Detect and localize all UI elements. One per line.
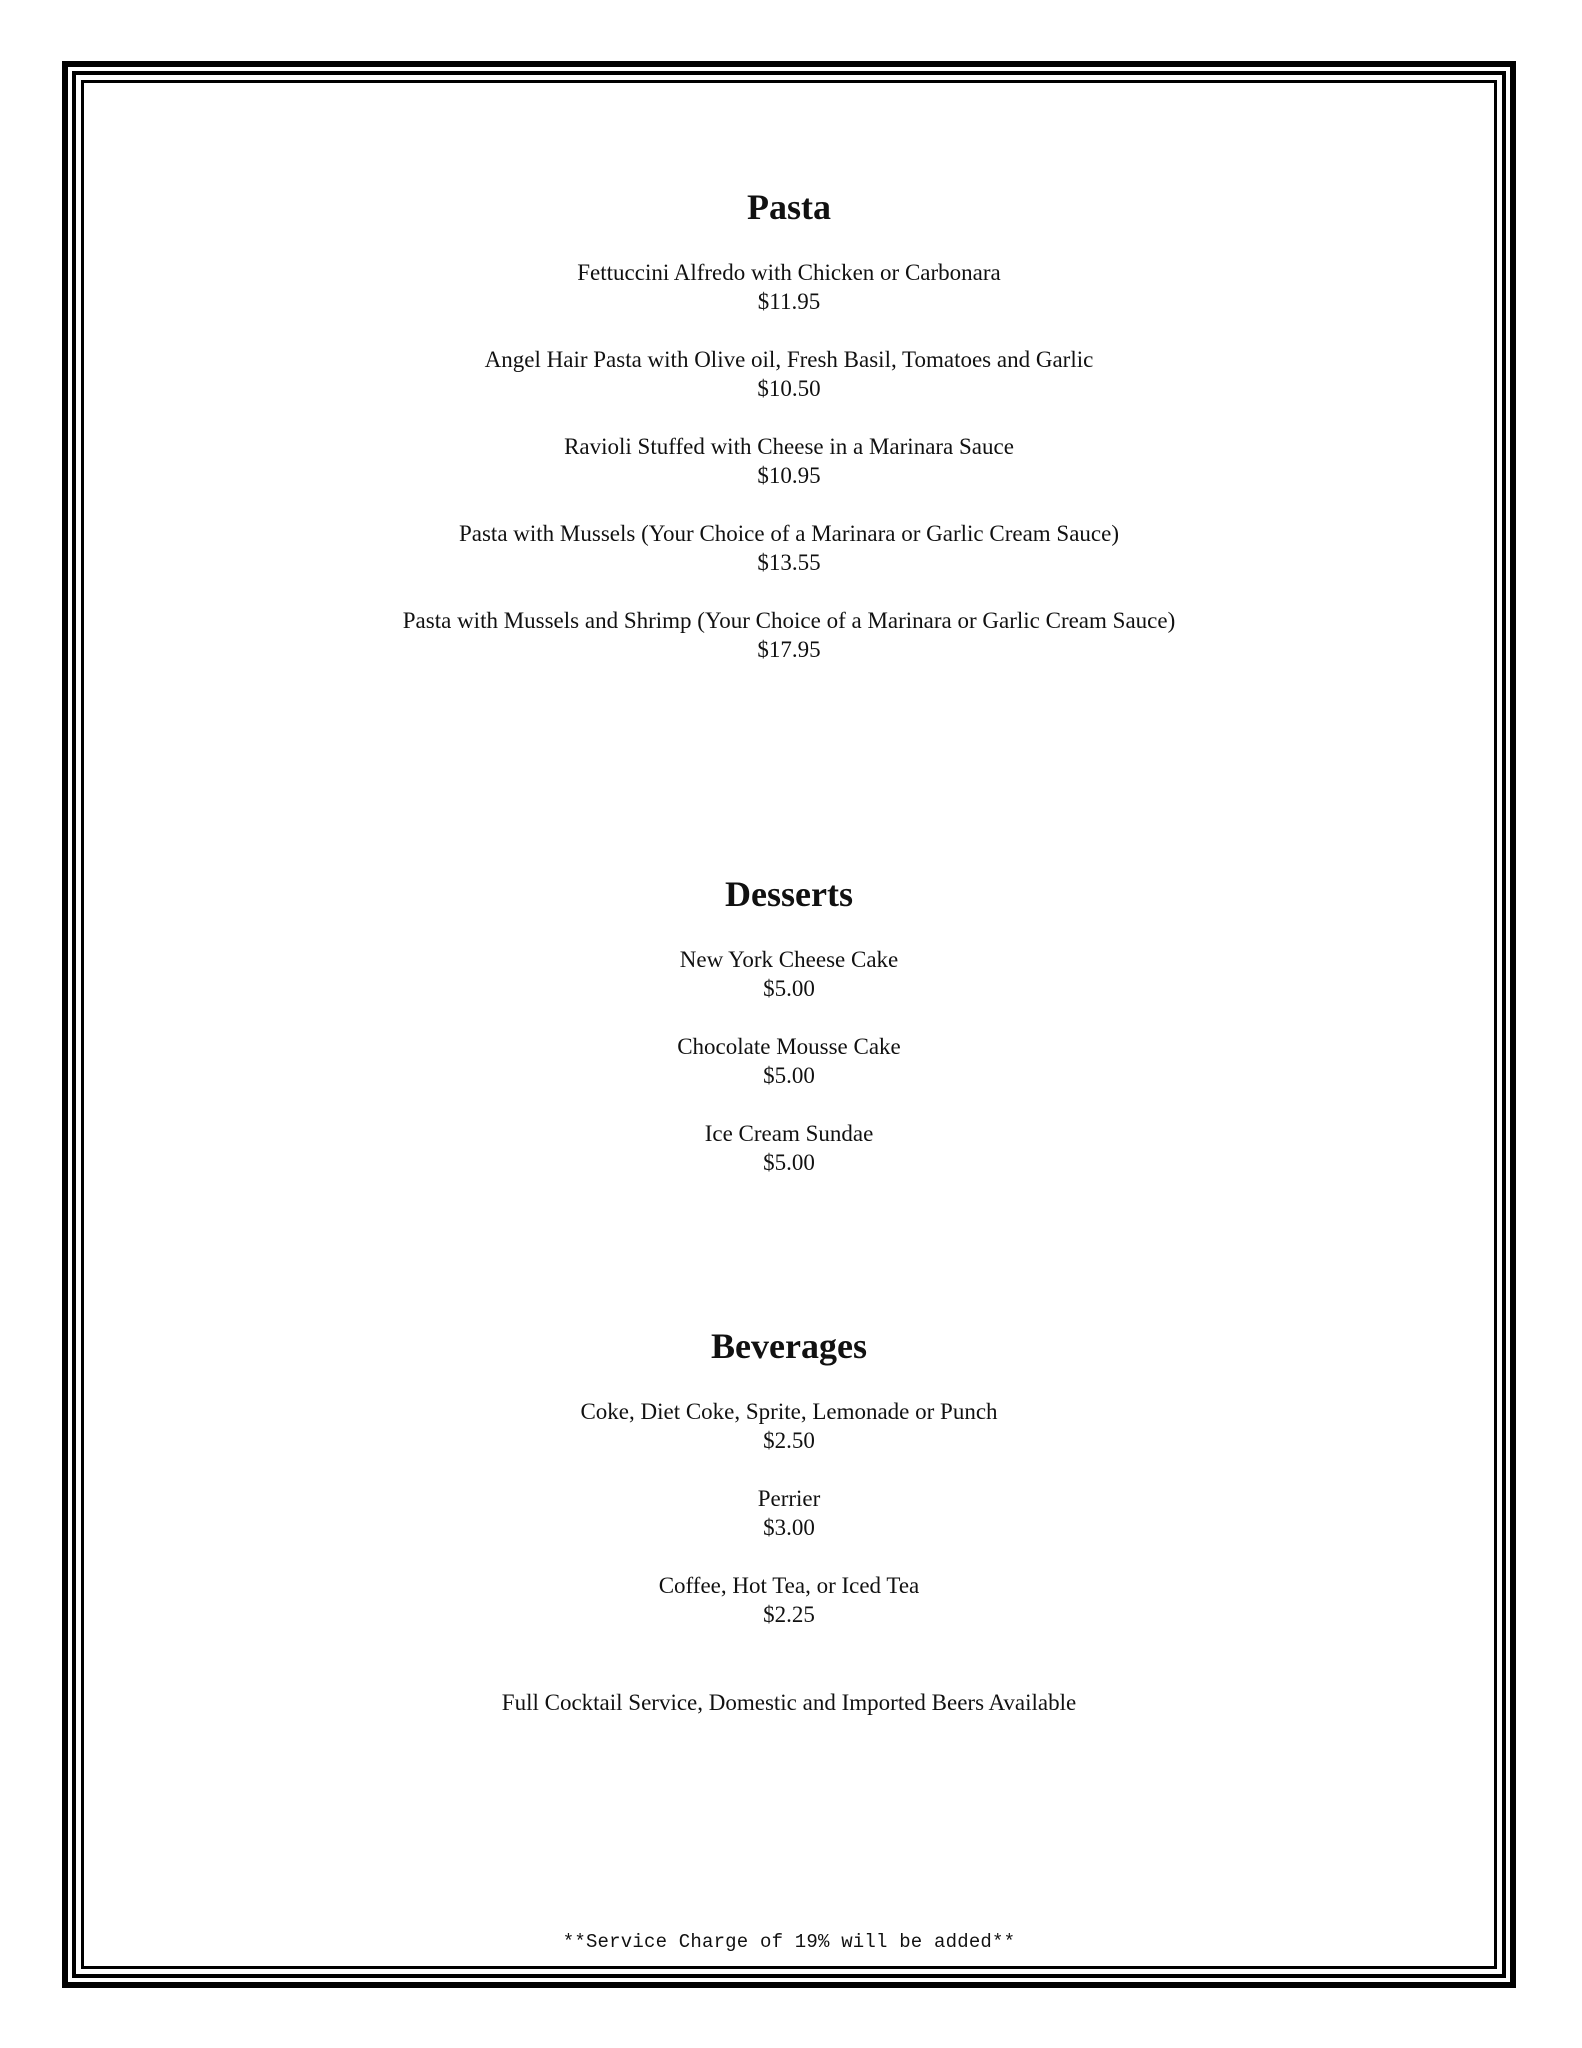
item-price: $2.50 xyxy=(763,1428,815,1453)
menu-item xyxy=(90,1571,1488,1629)
item-price: $13.55 xyxy=(757,550,821,575)
desserts-items xyxy=(90,945,1488,1177)
menu-item xyxy=(90,1397,1488,1455)
menu-item xyxy=(90,345,1488,403)
service-charge-note: **Service Charge of 19% will be added** xyxy=(562,1931,1016,1953)
item-name: Angel Hair Pasta with Olive oil, Fresh Basil, Tomatoes and Garlic xyxy=(484,347,1094,372)
menu-item xyxy=(90,1032,1488,1090)
item-name: Pasta with Mussels (Your Choice of a Marinara or Garlic Cream Sauce) xyxy=(458,521,1120,546)
desserts-section xyxy=(90,873,1488,1206)
item-name: Pasta with Mussels and Shrimp (Your Choice of a Marinara or Garlic Cream Sauce) xyxy=(402,608,1176,633)
cocktail-note: Full Cocktail Service, Domestic and Imported Beers Available xyxy=(501,1690,1077,1715)
menu-item xyxy=(90,606,1488,664)
menu-item xyxy=(90,1484,1488,1542)
menu-item xyxy=(90,432,1488,490)
item-name: Fettuccini Alfredo with Chicken or Carbonara xyxy=(577,260,1001,285)
beverages-items xyxy=(90,1397,1488,1629)
pasta-section xyxy=(90,186,1488,693)
beverages-section xyxy=(90,1325,1488,1658)
item-name: Coke, Diet Coke, Sprite, Lemonade or Punch xyxy=(580,1399,998,1424)
item-price: $5.00 xyxy=(763,1150,815,1175)
menu-item xyxy=(90,945,1488,1003)
item-name: New York Cheese Cake xyxy=(679,947,899,972)
item-name: Perrier xyxy=(757,1486,821,1511)
section-title-desserts: Desserts xyxy=(725,874,853,914)
menu-item xyxy=(90,1119,1488,1177)
item-name: Ravioli Stuffed with Cheese in a Marinara Sauce xyxy=(564,434,1014,459)
menu-item xyxy=(90,258,1488,316)
item-price: $5.00 xyxy=(763,976,815,1001)
item-name: Ice Cream Sundae xyxy=(704,1121,874,1146)
item-price: $3.00 xyxy=(763,1515,815,1540)
section-title-pasta: Pasta xyxy=(747,187,831,227)
section-title-beverages: Beverages xyxy=(711,1326,867,1366)
item-name: Chocolate Mousse Cake xyxy=(677,1034,901,1059)
item-price: $17.95 xyxy=(757,637,821,662)
item-price: $5.00 xyxy=(763,1063,815,1088)
item-price: $2.25 xyxy=(763,1602,815,1627)
item-price: $10.50 xyxy=(757,376,821,401)
pasta-items xyxy=(90,258,1488,664)
menu-item xyxy=(90,519,1488,577)
item-name: Coffee, Hot Tea, or Iced Tea xyxy=(658,1573,920,1598)
item-price: $10.95 xyxy=(757,463,821,488)
item-price: $11.95 xyxy=(757,289,821,314)
